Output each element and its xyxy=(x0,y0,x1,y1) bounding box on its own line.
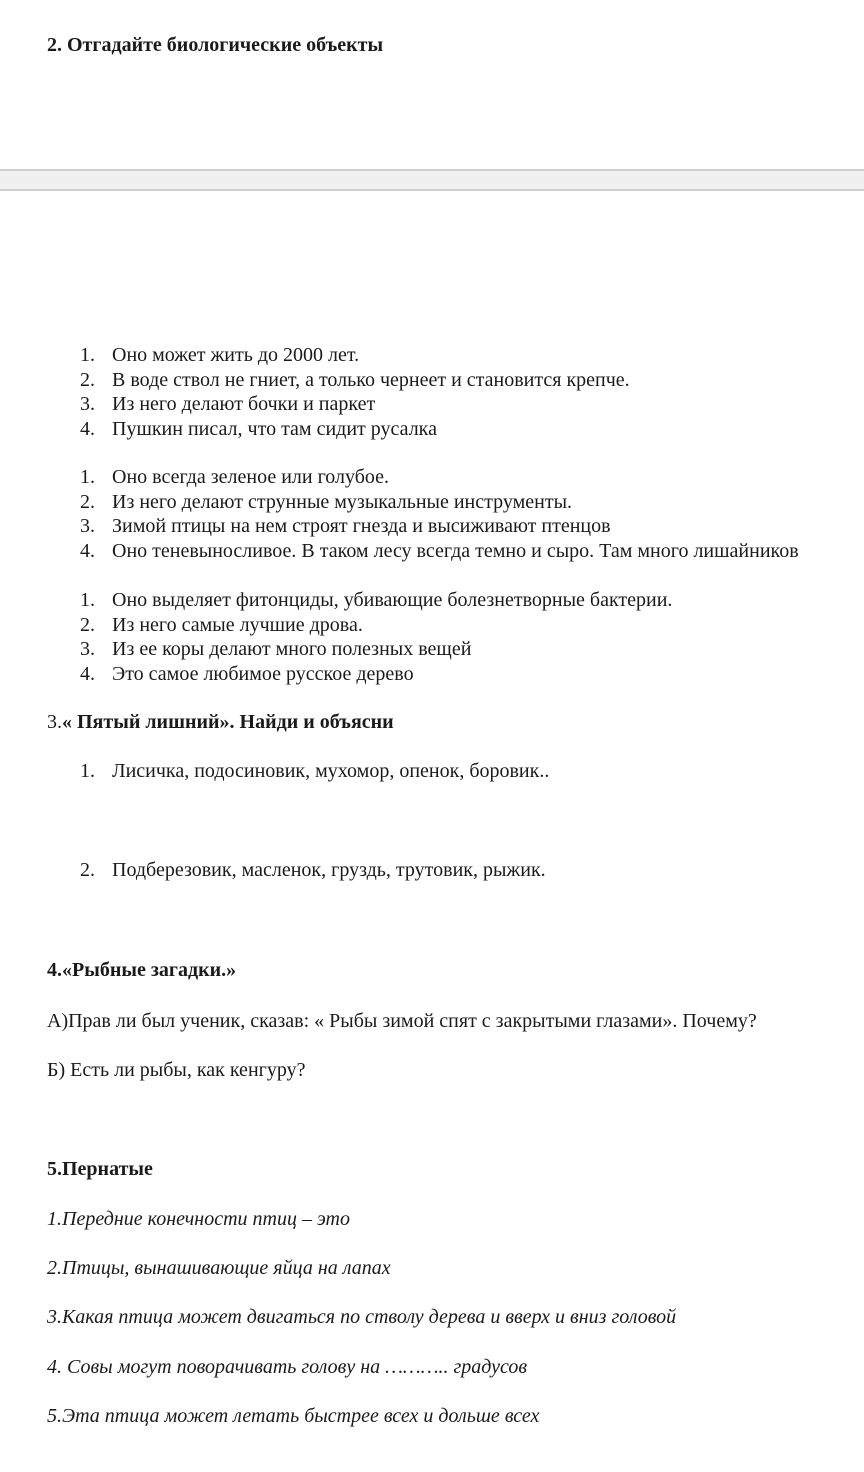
task5-question-3: 3.Какая птица может двигаться по стволу дерева и вверх и вниз головой xyxy=(47,1306,677,1328)
task2-heading: 2. Отгадайте биологические объекты xyxy=(47,34,384,56)
task4-question-b: Б) Есть ли рыбы, как кенгуру? xyxy=(47,1059,306,1081)
item-number: 2. xyxy=(80,613,95,636)
item-number: 4. xyxy=(80,417,95,440)
task3-heading-title: « Пятый лишний». Найди и объясни xyxy=(62,711,394,733)
task4-question-a: А)Прав ли был ученик, сказав: « Рыбы зимой спят с закрытыми глазами». Почему? xyxy=(47,1010,757,1032)
page-break-divider xyxy=(0,169,864,191)
item-text: Подберезовик, масленок, груздь, трутовик, рыжик. xyxy=(112,859,546,881)
item-number: 3. xyxy=(80,393,95,415)
item-text: Оно всегда зеленое или голубое. xyxy=(112,466,390,488)
list-item xyxy=(0,859,864,885)
task3-heading-prefix: 3. xyxy=(47,711,62,733)
task5-question-5: 5.Эта птица может летать быстрее всех и дольше всех xyxy=(47,1405,540,1427)
item-text: Пушкин писал, что там сидит русалка xyxy=(112,417,437,440)
task3-heading xyxy=(47,711,394,734)
item-text: Это самое любимое русское дерево xyxy=(112,662,414,685)
item-text: Зимой птицы на нем строят гнезда и высиживают птенцов xyxy=(112,515,611,537)
task5-question-1: 1.Передние конечности птиц – это xyxy=(47,1208,350,1230)
item-number: 4. xyxy=(80,662,95,685)
item-number: 1. xyxy=(80,344,95,366)
task4-heading: 4.«Рыбные загадки.» xyxy=(47,959,237,981)
item-number: 1. xyxy=(80,466,95,488)
item-number: 1. xyxy=(80,589,95,611)
item-text: Оно теневыносливое. В таком лесу всегда темно и сыро. Там много лишайников xyxy=(112,539,799,562)
item-number: 4. xyxy=(80,539,95,562)
item-text: В воде ствол не гниет, а только чернеет и становится крепче. xyxy=(112,368,630,391)
item-number: 2. xyxy=(80,490,95,513)
item-text: Оно может жить до 2000 лет. xyxy=(112,344,360,366)
item-text: Из него самые лучшие дрова. xyxy=(112,613,363,636)
task5-question-4: 4. Совы могут поворачивать голову на ……….. градусов xyxy=(47,1356,528,1378)
item-text: Из него делают струнные музыкальные инструменты. xyxy=(112,490,573,513)
item-number: 2. xyxy=(80,368,95,391)
list-item xyxy=(0,760,864,786)
item-number: 3. xyxy=(80,638,95,660)
item-number: 2. xyxy=(80,859,95,881)
item-text: Из него делают бочки и паркет xyxy=(112,393,376,415)
item-number: 3. xyxy=(80,515,95,537)
item-text: Лисичка, подосиновик, мухомор, опенок, боровик.. xyxy=(112,760,550,782)
task5-heading: 5.Пернатые xyxy=(47,1158,153,1180)
item-text: Оно выделяет фитонциды, убивающие болезнетворные бактерии. xyxy=(112,589,673,611)
item-text: Из ее коры делают много полезных вещей xyxy=(112,638,472,660)
task5-question-2: 2.Птицы, вынашивающие яйца на лапах xyxy=(47,1257,391,1279)
item-number: 1. xyxy=(80,760,95,782)
